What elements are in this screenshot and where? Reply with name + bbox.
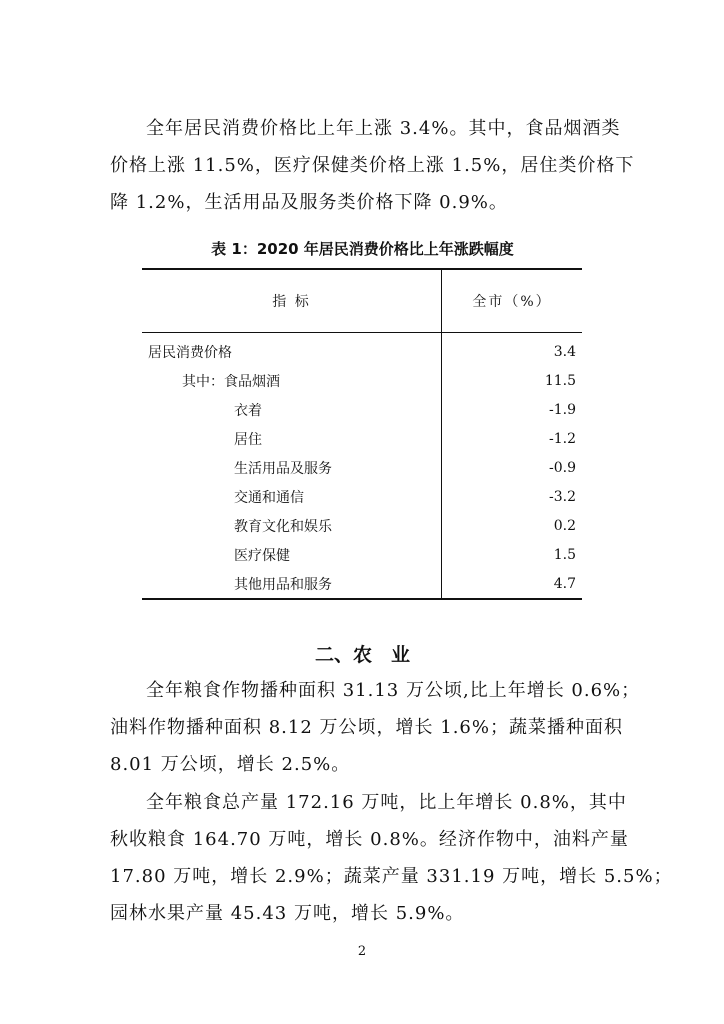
section-title: 二、农 业 [314,644,410,666]
table-row [142,395,582,424]
paragraph-line: 全年粮食作物播种面积 31.13 万公顷,比上年增长 0.6%； [146,680,641,701]
paragraph-line: 全年粮食总产量 172.16 万吨，比上年增长 0.8%，其中 [146,792,627,813]
price-table [142,268,582,600]
table-row [142,482,582,511]
table-caption: 表 1：2020 年居民消费价格比上年涨跌幅度 [211,240,514,258]
page-number: 2 [357,944,367,959]
paragraph-line: 8.01 万公顷，增长 2.5%。 [110,754,351,775]
table-header-row [142,269,582,333]
row-value: 11.5 [544,372,576,389]
row-label: 其他用品和服务 [142,569,442,599]
row-label: 衣着 [142,395,442,424]
row-label: 居民消费价格 [142,333,442,367]
table-row [142,511,582,540]
row-label: 教育文化和娱乐 [142,511,442,540]
paragraph-line: 秋收粮食 164.70 万吨，增长 0.8%。经济作物中，油料产量 [110,829,629,850]
header-value: 全市（%） [442,269,583,333]
paragraph-line: 价格上涨 11.5%，医疗保健类价格上涨 1.5%，居住类价格下 [110,155,635,176]
row-value: 1.5 [553,546,576,563]
table-row [142,540,582,569]
table-row [142,453,582,482]
paragraph-grain-output [110,784,673,932]
row-label: 其中：食品烟酒 [142,366,442,395]
paragraph-line: 油料作物播种面积 8.12 万公顷，增长 1.6%；蔬菜播种面积 [110,717,623,738]
paragraph-consumer-prices [110,110,635,221]
paragraph-sown-area [110,672,641,783]
row-value: -0.9 [549,459,576,476]
row-value: -1.2 [549,430,576,447]
header-indicator: 指 标 [142,269,442,333]
row-value: -3.2 [549,488,576,505]
row-label: 交通和通信 [142,482,442,511]
row-label: 医疗保健 [142,540,442,569]
paragraph-line: 全年居民消费价格比上年上涨 3.4%。其中，食品烟酒类 [146,118,621,139]
paragraph-line: 降 1.2%，生活用品及服务类价格下降 0.9%。 [110,192,508,213]
paragraph-line: 园林水果产量 45.43 万吨，增长 5.9%。 [110,903,465,924]
row-value: 3.4 [553,343,576,360]
table-row [142,424,582,453]
row-value: 4.7 [442,569,583,599]
table-row [142,333,582,367]
paragraph-line: 17.80 万吨，增长 2.9%；蔬菜产量 331.19 万吨，增长 5.5%； [110,866,673,887]
row-value: 0.2 [553,517,576,534]
table-row [142,569,582,599]
table-row [142,366,582,395]
row-label: 生活用品及服务 [142,453,442,482]
row-label: 居住 [142,424,442,453]
row-value: -1.9 [549,401,576,418]
